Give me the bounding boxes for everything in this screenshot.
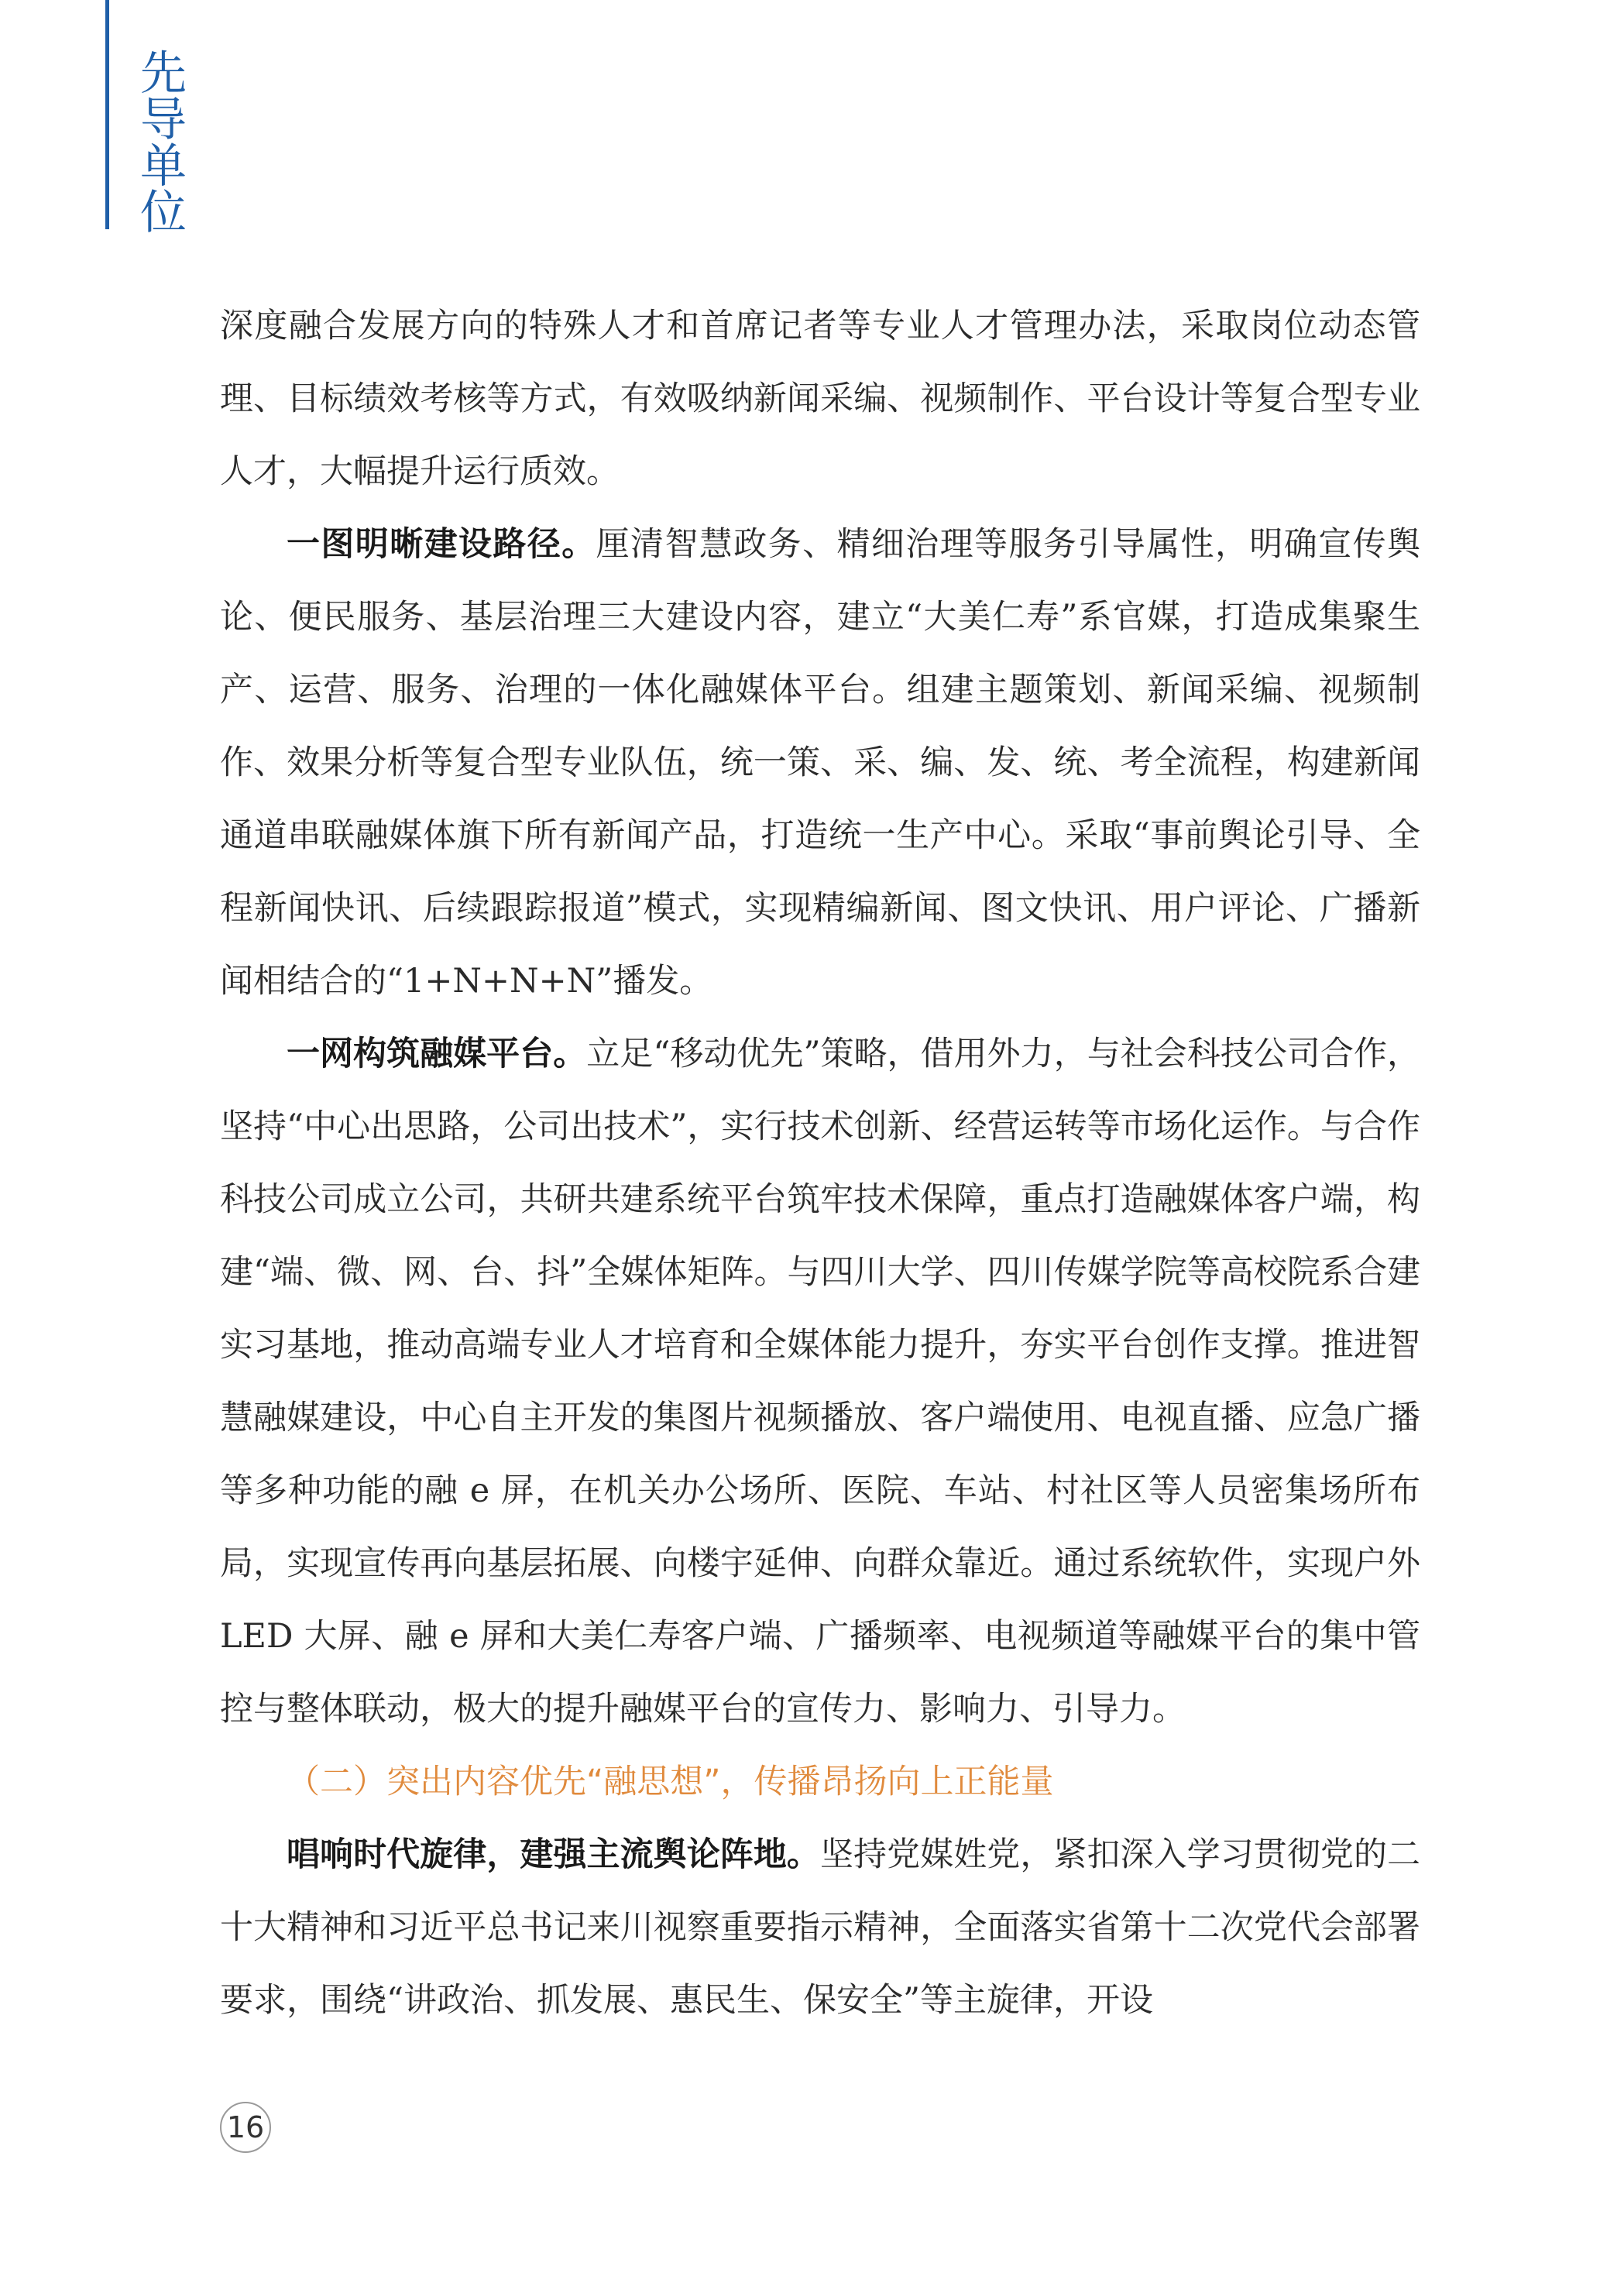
paragraph-roadmap xyxy=(220,508,1420,1018)
paragraph-body: 立足“移动优先”策略，借用外力，与社会科技公司合作，坚持“中心出思路，公司出技术”，实行技术创新、经营运转等市场化运作。与合作科技公司成立公司，共研共建系统平台筑牢技术保障，重点打造融媒体客户端，构建“端、微、网、台、抖”全媒体矩阵。与四川大学、四川传媒学院等高校院系合建实习基地，推动高端专业人才培育和全媒体能力提升，夯实平台创作支撑。推进智慧融媒建设，中心自主开发的集图片视频播放、客户端使用、电视直播、应急广播等多种功能的融 e 屏，在机关办公场所、医院、车站、村社区等人员密集场所布局，实现宣传再向基层拓展、向楼宇延伸、向群众靠近。通过系统软件，实现户外 LED 大屏、融 e 屏和大美仁寿客户端、广播频率、电视频道等融媒平台的集中管控与整体联动，极大的提升融媒平台的宣传力、影响力、引导力。 xyxy=(220,1035,1421,1729)
article-body xyxy=(220,290,1420,2037)
paragraph-lead: 一网构筑融媒平台。 xyxy=(287,1035,587,1073)
section-label: 先导单位 xyxy=(132,48,187,234)
paragraph-lead: 唱响时代旋律，建强主流舆论阵地。 xyxy=(287,1835,820,1874)
section-subheading: （二）突出内容优先“融思想”，传播昂扬向上正能量 xyxy=(287,1763,1054,1801)
paragraph-body: 厘清智慧政务、精细治理等服务引导属性，明确宣传舆论、便民服务、基层治理三大建设内容，建立“大美仁寿”系官媒，打造成集聚生产、运营、服务、治理的一体化融媒体平台。组建主题策划、新闻采编、视频制作、效果分析等复合型专业队伍，统一策、采、编、发、统、考全流程，构建新闻通道串联融媒体旗下所有新闻产品，打造统一生产中心。采取“事前舆论引导、全程新闻快讯、后续跟踪报道”模式，实现精编新闻、图文快讯、用户评论、广播新闻相结合的“1+N+N+N”播发。 xyxy=(220,525,1420,1001)
paragraph-continued: 深度融合发展方向的特殊人才和首席记者等专业人才管理办法，采取岗位动态管理、目标绩效考核等方式，有效吸纳新闻采编、视频制作、平台设计等复合型专业人才，大幅提升运行质效。 xyxy=(220,307,1420,491)
section-side-rule xyxy=(105,0,109,229)
paragraph-platform xyxy=(220,1018,1420,1746)
paragraph-body: 坚持党媒姓党，紧扣深入学习贯彻党的二十大精神和习近平总书记来川视察重要指示精神，全面落实省第十二次党代会部署要求，围绕“讲政治、抓发展、惠民生、保安全”等主旋律，开设 xyxy=(220,1835,1421,2020)
page-number: 16 xyxy=(220,2102,271,2153)
paragraph-melody xyxy=(220,1818,1420,2037)
paragraph-lead: 一图明晰建设路径。 xyxy=(287,525,596,564)
